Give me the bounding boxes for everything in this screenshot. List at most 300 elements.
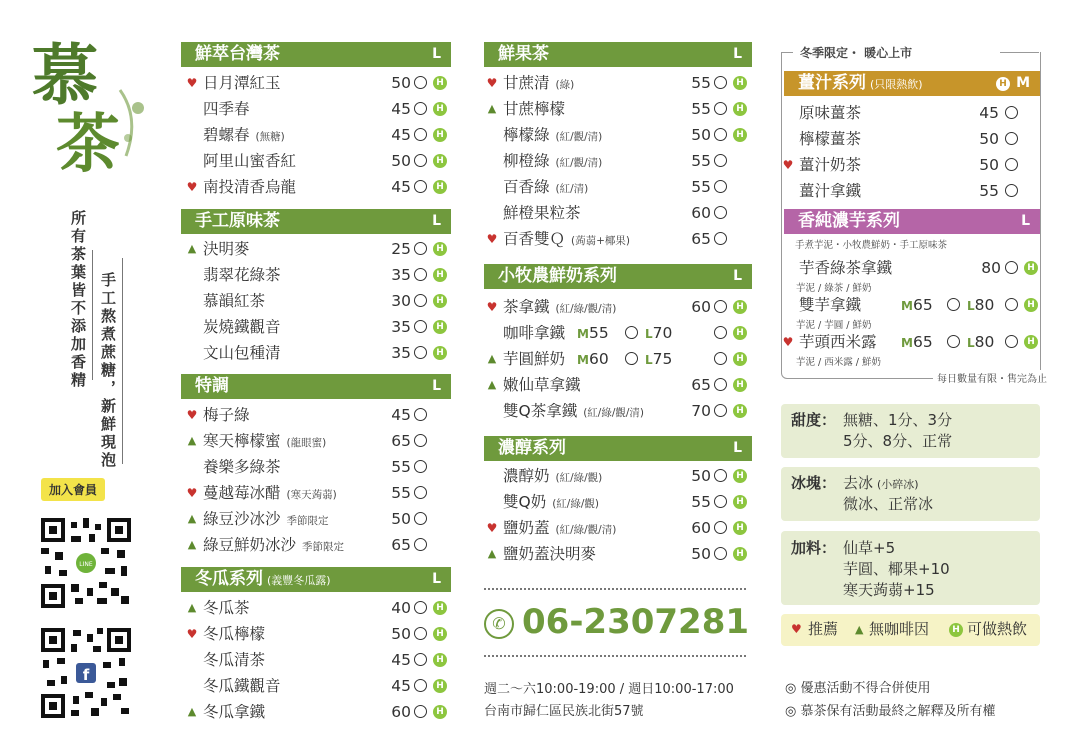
hot-badge-icon: H	[433, 268, 447, 282]
menu-item[interactable]	[781, 178, 1039, 204]
order-circle[interactable]	[625, 352, 638, 365]
menu-item[interactable]	[485, 541, 750, 567]
item-price: 50	[691, 545, 711, 563]
order-circle[interactable]	[414, 486, 427, 499]
item-name	[203, 70, 281, 96]
item-price: 45	[391, 651, 411, 669]
item-name	[503, 398, 644, 426]
triangle-icon: ▲	[187, 705, 197, 718]
item-name: 雙芋拿鐵	[799, 296, 862, 314]
section-header-rich	[484, 436, 752, 461]
phone-number[interactable]: 06-2307281	[522, 602, 750, 642]
item-ingredients: 芋泥 / 芋圓 / 鮮奶	[796, 320, 872, 331]
menu-item[interactable]	[185, 621, 450, 647]
order-circle[interactable]	[414, 408, 427, 421]
item-name-text: 咖啡拿鐵	[503, 324, 566, 342]
item-note: (無糖)	[255, 131, 285, 143]
order-circle[interactable]	[1005, 298, 1018, 311]
item-price: 55	[691, 74, 711, 92]
item-price: 45	[391, 126, 411, 144]
no-fragrance-slogan: 所有茶葉皆不添加香精	[69, 210, 87, 390]
large-price-value: 80	[974, 333, 995, 351]
item-name	[503, 346, 565, 372]
item-price: 45	[979, 104, 999, 122]
item-name-text: 甘蔗檸檬	[503, 100, 566, 118]
heart-icon: ♥	[186, 627, 198, 641]
item-name	[203, 428, 326, 456]
item-name	[503, 463, 602, 491]
item-price: 50	[391, 510, 411, 528]
item-name: 薑汁奶茶	[799, 156, 862, 174]
line-qr-code[interactable]	[41, 518, 131, 608]
hot-badge-icon: H	[733, 352, 747, 366]
order-circle[interactable]	[414, 434, 427, 447]
item-price: 55	[691, 493, 711, 511]
order-circle[interactable]	[414, 627, 427, 640]
menu-item[interactable]	[485, 320, 750, 346]
menu-item[interactable]	[185, 174, 450, 200]
large-price-value: 75	[652, 350, 673, 368]
large-price-value: 80	[974, 296, 995, 314]
item-ingredients: 芋泥 / 綠茶 / 鮮奶	[796, 283, 872, 294]
legend-box	[781, 614, 1040, 646]
item-name-text: 日月潭紅玉	[203, 74, 281, 92]
menu-item[interactable]	[485, 294, 750, 320]
menu-item[interactable]	[185, 647, 450, 673]
item-price: 40	[391, 599, 411, 617]
item-name	[203, 699, 265, 725]
business-hours: 週二～六10:00-19:00 / 週日10:00-17:00	[484, 682, 734, 697]
menu-item[interactable]	[185, 288, 450, 314]
item-price: 55	[391, 484, 411, 502]
toppings-box	[781, 531, 1040, 605]
item-name-text: 百香雙Ｑ	[503, 230, 566, 248]
hot-badge-icon: H	[433, 180, 447, 194]
toppings-label: 加料：	[791, 539, 837, 557]
item-price: 45	[391, 178, 411, 196]
section-header-handmade	[181, 209, 451, 234]
sweetness-options-2: 5分、8分、正常	[843, 432, 953, 450]
item-name-text: 芋圓鮮奶	[503, 350, 566, 368]
hot-badge-icon: H	[433, 76, 447, 90]
triangle-icon: ▲	[187, 434, 197, 447]
heart-icon: ♥	[486, 521, 498, 535]
legend-no-caffeine: 無咖啡因	[869, 620, 930, 638]
item-name	[203, 532, 344, 560]
order-circle[interactable]	[714, 206, 727, 219]
menu-item[interactable]	[485, 148, 750, 174]
triangle-icon: ▲	[487, 378, 497, 391]
item-name	[503, 226, 630, 254]
item-name	[203, 595, 250, 621]
item-name	[203, 673, 281, 699]
phone-icon: ✆	[484, 609, 514, 639]
hot-badge-icon: H	[433, 242, 447, 256]
hot-badge-icon: H	[433, 102, 447, 116]
hot-badge-icon: H	[733, 378, 747, 392]
heart-icon: ♥	[186, 180, 198, 194]
menu-item[interactable]	[485, 70, 750, 96]
section-header-milk	[484, 264, 752, 289]
notice-2: ◎ 慕茶保有活動最終之解釋及所有權	[785, 704, 996, 719]
item-price: 55	[979, 182, 999, 200]
section-subtitle: (義豐冬瓜露)	[267, 574, 331, 587]
item-name	[503, 122, 602, 150]
triangle-icon: ▲	[487, 352, 497, 365]
join-member-button[interactable]: 加入會員	[41, 478, 105, 501]
triangle-icon: ▲	[187, 601, 197, 614]
item-price: 60	[391, 703, 411, 721]
item-name-text: 寒天檸檬蜜	[203, 432, 281, 450]
order-circle[interactable]	[1005, 335, 1018, 348]
item-name	[203, 647, 265, 673]
order-circle[interactable]	[414, 102, 427, 115]
hot-badge-icon: H	[433, 154, 447, 168]
item-note: (紅/綠/觀)	[555, 472, 603, 484]
order-circle[interactable]	[414, 601, 427, 614]
ice-options-1: 去冰 (小碎冰)	[843, 474, 919, 492]
item-note: (紅/清)	[555, 183, 589, 195]
item-price: 50	[979, 130, 999, 148]
triangle-icon: ▲	[855, 623, 864, 636]
menu-item[interactable]	[485, 398, 750, 424]
item-name: 薑汁拿鐵	[799, 182, 862, 200]
size-label: L	[733, 268, 742, 284]
item-price: 55	[691, 152, 711, 170]
order-circle[interactable]	[714, 404, 727, 417]
order-circle[interactable]	[414, 180, 427, 193]
item-name-text: 決明麥	[203, 240, 250, 258]
item-name-text: 蔓越莓冰醋	[203, 484, 281, 502]
item-price: 65	[691, 376, 711, 394]
menu-item[interactable]	[485, 489, 750, 515]
heart-icon: ♥	[186, 486, 198, 500]
menu-item[interactable]	[485, 515, 750, 541]
item-name	[203, 621, 265, 647]
item-price: 50	[691, 467, 711, 485]
order-circle[interactable]	[1005, 106, 1018, 119]
item-name	[203, 174, 296, 200]
item-price: 70	[691, 402, 711, 420]
order-circle[interactable]	[414, 128, 427, 141]
menu-item[interactable]	[485, 346, 750, 372]
section-header-taro	[784, 209, 1040, 234]
section-title: 特調	[195, 376, 229, 396]
medium-price: M65	[901, 333, 933, 351]
item-name-text: 文山包種清	[203, 344, 281, 362]
item-name: 芋頭西米露	[799, 333, 877, 351]
item-note: (紅/觀/清)	[555, 131, 603, 143]
legend-hot: 可做熱飲	[967, 620, 1028, 638]
menu-item[interactable]	[781, 255, 1039, 281]
menu-item[interactable]	[781, 126, 1039, 152]
item-name-text: 冬瓜檸檬	[203, 625, 266, 643]
item-price: 50	[691, 126, 711, 144]
order-circle[interactable]	[414, 679, 427, 692]
topping-3: 寒天蒟蒻+15	[843, 581, 935, 599]
menu-item[interactable]	[185, 122, 450, 148]
item-name	[203, 236, 250, 262]
triangle-icon: ▲	[487, 547, 497, 560]
order-circle[interactable]	[714, 469, 727, 482]
order-circle[interactable]	[625, 326, 638, 339]
section-title: 香純濃芋系列	[798, 211, 900, 231]
order-circle[interactable]	[414, 460, 427, 473]
order-circle[interactable]	[414, 242, 427, 255]
hot-badge-icon: H	[1024, 261, 1038, 275]
triangle-icon: ▲	[487, 102, 497, 115]
item-name-text: 南投清香烏龍	[203, 178, 297, 196]
menu-item[interactable]	[781, 152, 1039, 178]
triangle-icon: ▲	[187, 538, 197, 551]
order-circle[interactable]	[714, 232, 727, 245]
item-price: 55	[691, 178, 711, 196]
order-circle[interactable]	[414, 538, 427, 551]
item-price: 45	[391, 406, 411, 424]
hot-badge-icon: H	[733, 495, 747, 509]
heart-icon: ♥	[186, 408, 198, 422]
order-circle[interactable]	[414, 320, 427, 333]
divider	[781, 52, 793, 53]
item-note: (龍眼蜜)	[286, 437, 327, 449]
divider	[1000, 52, 1039, 53]
item-price: 45	[391, 100, 411, 118]
menu-item[interactable]	[781, 329, 1039, 355]
item-name	[203, 454, 281, 480]
winter-limited-label: 冬季限定・ 暖心上市	[800, 46, 913, 60]
item-price: 60	[691, 204, 711, 222]
large-price: L70	[645, 324, 673, 342]
order-circle[interactable]	[414, 346, 427, 359]
hot-badge-icon: H	[433, 128, 447, 142]
size-label: L	[432, 213, 441, 229]
menu-item[interactable]	[185, 402, 450, 428]
item-name: 原味薑茶	[799, 104, 862, 122]
menu-item[interactable]	[185, 454, 450, 480]
large-price: L75	[645, 350, 673, 368]
menu-item[interactable]	[185, 314, 450, 340]
hot-badge-icon: H	[733, 128, 747, 142]
large-price-value: 70	[652, 324, 673, 342]
divider	[92, 250, 93, 380]
item-name-text: 茶拿鐵	[503, 298, 550, 316]
item-name-text: 百香綠	[503, 178, 550, 196]
item-price: 50	[979, 156, 999, 174]
section-title: 手工原味茶	[195, 211, 280, 231]
menu-item[interactable]	[185, 595, 450, 621]
hot-badge-icon: H	[433, 679, 447, 693]
svg-text:f: f	[82, 666, 90, 684]
item-name-text: 鮮橙果粒茶	[503, 204, 581, 222]
item-price: 50	[391, 74, 411, 92]
item-name-text: 慕韻紅茶	[203, 292, 266, 310]
order-circle[interactable]	[714, 352, 727, 365]
menu-item[interactable]	[781, 292, 1039, 318]
triangle-icon: ▲	[187, 512, 197, 525]
hot-badge-icon: H	[1024, 298, 1038, 312]
menu-item[interactable]	[185, 506, 450, 532]
menu-item[interactable]	[485, 174, 750, 200]
medium-price: M55	[577, 324, 609, 342]
menu-item[interactable]	[485, 122, 750, 148]
menu-item[interactable]	[185, 673, 450, 699]
order-circle[interactable]	[414, 76, 427, 89]
section-title: 鮮萃台灣茶	[195, 44, 280, 64]
item-name	[503, 541, 596, 567]
item-note: (紅/綠/觀/清)	[555, 524, 617, 536]
item-name-text: 濃醇奶	[503, 467, 550, 485]
item-name-text: 碧螺春	[203, 126, 250, 144]
order-circle[interactable]	[714, 128, 727, 141]
menu-item[interactable]	[185, 699, 450, 725]
hot-badge-icon: H	[733, 547, 747, 561]
menu-item[interactable]	[185, 262, 450, 288]
order-circle[interactable]	[714, 76, 727, 89]
topping-1: 仙草+5	[843, 539, 896, 557]
menu-item[interactable]	[185, 428, 450, 454]
facebook-qr-code[interactable]	[41, 628, 131, 718]
item-name-text: 翡翠花綠茶	[203, 266, 281, 284]
order-circle[interactable]	[714, 547, 727, 560]
item-name-text: 雙Q奶	[503, 493, 547, 511]
section-title: 鮮果茶	[498, 44, 549, 64]
svg-text:LINE: LINE	[79, 561, 93, 568]
item-price: 80	[981, 259, 1001, 277]
sweetness-options-1: 無糖、1分、3分	[843, 411, 953, 429]
item-name-text: 鹽奶蓋	[503, 519, 550, 537]
menu-item[interactable]	[185, 96, 450, 122]
order-circle[interactable]	[714, 495, 727, 508]
notice-1: ◎ 優惠活動不得合併使用	[785, 681, 931, 696]
section-header-melon	[181, 567, 451, 592]
item-note: (紅/綠/觀)	[552, 498, 599, 510]
item-name-text: 柳橙綠	[503, 152, 550, 170]
item-name-text: 鹽奶蓋決明麥	[503, 545, 597, 563]
item-price: 65	[691, 230, 711, 248]
medium-price: M65	[901, 296, 933, 314]
order-circle[interactable]	[714, 102, 727, 115]
size-label: L	[733, 46, 742, 62]
hot-badge-icon: H	[433, 294, 447, 308]
section-subtitle: (只限熱飲)	[870, 78, 923, 91]
item-name	[503, 372, 581, 398]
item-name-text: 養樂多綠茶	[203, 458, 281, 476]
item-price: 60	[691, 298, 711, 316]
item-price: 55	[691, 100, 711, 118]
item-note: 季節限定	[302, 541, 345, 553]
item-name	[503, 148, 602, 176]
item-name	[203, 480, 337, 508]
item-note: (蒟蒻+椰果)	[571, 235, 631, 247]
menu-item[interactable]	[185, 340, 450, 366]
menu-item[interactable]	[185, 532, 450, 558]
hot-badge-icon: H	[433, 601, 447, 615]
hot-badge-icon: H	[996, 77, 1010, 91]
item-name-text: 梅子綠	[203, 406, 250, 424]
menu-item[interactable]	[185, 70, 450, 96]
size-label: L	[432, 46, 441, 62]
item-price: 45	[391, 677, 411, 695]
order-circle[interactable]	[1005, 261, 1018, 274]
item-name	[503, 70, 574, 98]
hot-badge-icon: H	[433, 705, 447, 719]
order-circle[interactable]	[414, 268, 427, 281]
menu-item[interactable]	[485, 96, 750, 122]
hot-badge-icon: H	[733, 76, 747, 90]
hot-badge-icon: H	[733, 326, 747, 340]
handmade-sugar-slogan: 手工熬煮蔗糖，新鮮現泡	[99, 272, 117, 470]
size-label: M	[1016, 75, 1030, 91]
divider	[484, 655, 746, 657]
menu-item[interactable]	[485, 200, 750, 226]
order-circle[interactable]	[1005, 158, 1018, 171]
hot-badge-icon: H	[733, 300, 747, 314]
item-name	[203, 340, 281, 366]
section-title: 薑汁系列	[798, 73, 866, 93]
order-circle[interactable]	[714, 521, 727, 534]
item-name	[503, 294, 616, 322]
order-circle[interactable]	[1005, 184, 1018, 197]
hot-badge-icon: H	[1024, 335, 1038, 349]
order-circle[interactable]	[947, 335, 960, 348]
order-circle[interactable]	[714, 378, 727, 391]
hot-badge-icon: H	[733, 521, 747, 535]
order-circle[interactable]	[714, 154, 727, 167]
item-name: 檸檬薑茶	[799, 130, 862, 148]
order-circle[interactable]	[714, 180, 727, 193]
order-circle[interactable]	[414, 705, 427, 718]
order-circle[interactable]	[414, 154, 427, 167]
menu-item[interactable]	[485, 463, 750, 489]
order-circle[interactable]	[1005, 132, 1018, 145]
item-price: 30	[391, 292, 411, 310]
order-circle[interactable]	[414, 512, 427, 525]
item-name-text: 四季春	[203, 100, 250, 118]
large-price: L80	[967, 296, 995, 314]
item-name: 芋香綠茶拿鐵	[799, 259, 893, 277]
hot-badge-icon: H	[433, 346, 447, 360]
item-name	[503, 320, 565, 346]
menu-item[interactable]	[485, 226, 750, 252]
order-circle[interactable]	[714, 326, 727, 339]
ice-options-2: 微冰、正常冰	[843, 495, 934, 513]
topping-2: 芋圓、椰果+10	[843, 560, 950, 578]
menu-item[interactable]	[485, 372, 750, 398]
legend-recommend: 推薦	[808, 620, 839, 638]
item-name-text: 嫩仙草拿鐵	[503, 376, 581, 394]
item-name	[503, 489, 599, 517]
svg-text:慕: 慕	[32, 36, 98, 114]
menu-item[interactable]	[185, 236, 450, 262]
item-note: (紅/觀/清)	[555, 157, 603, 169]
item-name-text: 綠豆鮮奶冰沙	[203, 536, 297, 554]
size-label: L	[432, 571, 441, 587]
item-name-text: 炭燒鐵觀音	[203, 318, 281, 336]
item-price: 65	[391, 536, 411, 554]
ice-label: 冰塊：	[791, 474, 837, 492]
section-title: 濃醇系列	[498, 438, 566, 458]
order-circle[interactable]	[414, 653, 427, 666]
item-ingredients: 芋泥 / 西米露 / 鮮奶	[796, 357, 881, 368]
menu-item[interactable]	[185, 480, 450, 506]
menu-item[interactable]	[781, 100, 1039, 126]
heart-icon: ♥	[486, 76, 498, 90]
item-name	[203, 288, 265, 314]
order-circle[interactable]	[947, 298, 960, 311]
order-circle[interactable]	[414, 294, 427, 307]
order-circle[interactable]	[714, 300, 727, 313]
menu-item[interactable]	[185, 148, 450, 174]
